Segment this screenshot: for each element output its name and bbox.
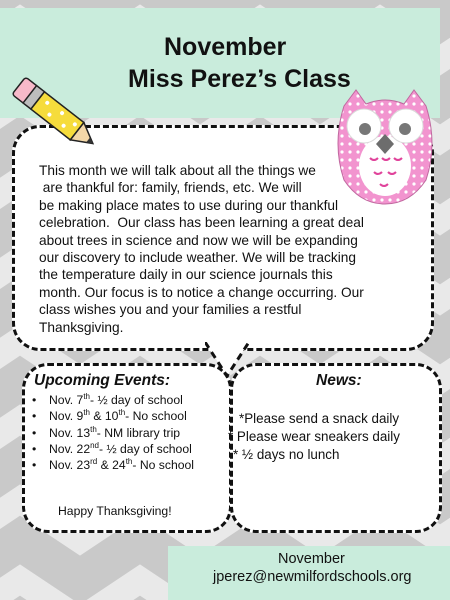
message-line: month. Our focus is to notice a change occurring. Our	[39, 284, 364, 300]
news-item: * Please wear sneakers daily	[228, 429, 400, 444]
footer-email: jperez@newmilfordschools.org	[213, 569, 412, 585]
page-title-month: November	[164, 33, 287, 61]
news-title: News:	[316, 372, 362, 389]
page-title-class: Miss Perez’s Class	[128, 65, 351, 93]
event-item: • Nov. 23rd & 24th- No school	[32, 457, 228, 473]
events-title: Upcoming Events:	[34, 372, 171, 389]
message-line: our discovery to include weather. We will be tracking	[39, 250, 356, 266]
message-line: be making place mates to use during our thankful	[39, 197, 339, 213]
message-line: This month we will talk about all the things we	[39, 163, 316, 178]
message-line: celebration. Our class has been learning a great deal	[39, 215, 364, 231]
news-list	[228, 410, 400, 464]
message-line: about trees in science and now we will be expanding	[39, 232, 358, 248]
message-line: class wishes you and your families a restful	[39, 302, 302, 318]
news-item: *Please send a snack daily	[239, 411, 400, 426]
message-line: the temperature daily in our science journals this	[39, 267, 333, 283]
news-item: * ½ days no lunch	[233, 447, 340, 462]
event-item: • Nov. 22nd- ½ day of school	[32, 441, 228, 457]
pencil-icon	[4, 68, 108, 164]
footer-month: November	[278, 551, 345, 567]
events-closing: Happy Thanksgiving!	[58, 504, 172, 518]
event-item: • Nov. 13th- NM library trip	[32, 425, 228, 441]
speech-bubble-tail	[205, 342, 249, 378]
events-list	[32, 392, 228, 473]
message-line: are thankful for: family, friends, etc. We will	[39, 180, 302, 196]
event-item: • Nov. 7th- ½ day of school	[32, 392, 228, 408]
owl-icon	[330, 84, 440, 208]
event-item: • Nov. 9th & 10th- No school	[32, 408, 228, 424]
message-line: Thanksgiving.	[39, 319, 124, 335]
